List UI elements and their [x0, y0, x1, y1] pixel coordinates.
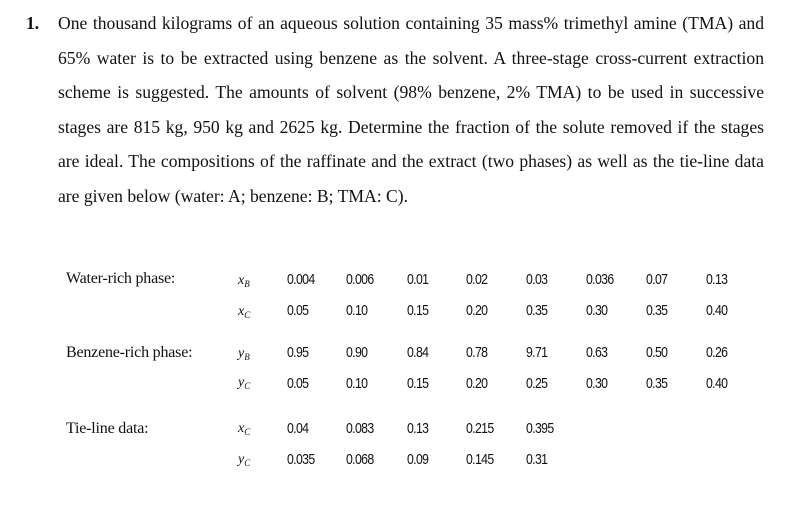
- benzene-rich-yb-value: 9.71: [526, 344, 548, 361]
- problem-statement: One thousand kilograms of an aqueous solution containing 35 mass% trimethyl amine (TMA) and 65% water is to be extracted using benzene as the solvent. A three-stage cross-current extraction scheme is suggested. The amounts of solvent (98% benzene, 2% TMA) to be used in successive stages are 815 kg, 950 kg and 2625 kg. Determine the fraction of the solute removed if the stages are ideal. The compositions of the raffinate and the extract (two phases) as well as the tie-line data are given below (water: A; benzene: B; TMA: C).: [58, 13, 764, 206]
- benzene-rich-yb-value: 0.26: [706, 344, 728, 361]
- benzene-rich-yb-value: 0.95: [287, 344, 309, 361]
- water-rich-var1: $x_B$: [238, 273, 250, 289]
- tie-line-yc-value: 0.068: [346, 451, 374, 468]
- benzene-rich-var1: $y_B$: [238, 346, 250, 362]
- tie-line-yc-value: 0.31: [526, 451, 548, 468]
- water-rich-var2: $x_C$: [238, 304, 251, 320]
- water-rich-xc-value: 0.20: [466, 302, 488, 319]
- benzene-rich-yb-value: 0.90: [346, 344, 368, 361]
- benzene-rich-yc-value: 0.05: [287, 375, 309, 392]
- water-rich-xc-value: 0.35: [526, 302, 548, 319]
- water-rich-xb-value: 0.006: [346, 271, 374, 288]
- benzene-rich-yb-value: 0.84: [407, 344, 429, 361]
- tie-line-yc-value: 0.035: [287, 451, 315, 468]
- benzene-rich-yc-value: 0.30: [586, 375, 608, 392]
- water-rich-xb-value: 0.004: [287, 271, 315, 288]
- benzene-rich-yc-value: 0.40: [706, 375, 728, 392]
- tie-line-yc-value: 0.145: [466, 451, 494, 468]
- water-rich-xc-value: 0.35: [646, 302, 668, 319]
- benzene-rich-var2: $y_C$: [238, 375, 251, 391]
- tie-line-xc-value: 0.083: [346, 420, 374, 437]
- benzene-rich-yc-value: 0.25: [526, 375, 548, 392]
- tie-line-xc-value: 0.215: [466, 420, 494, 437]
- tie-line-data-label: Tie-line data:: [66, 420, 149, 437]
- tie-line-xc-value: 0.395: [526, 420, 554, 437]
- tie-line-var2: $y_C$: [238, 452, 251, 468]
- benzene-rich-yc-value: 0.15: [407, 375, 429, 392]
- water-rich-xb-value: 0.036: [586, 271, 614, 288]
- water-rich-xc-value: 0.15: [407, 302, 429, 319]
- benzene-rich-phase-label: Benzene-rich phase:: [66, 344, 193, 361]
- benzene-rich-yc-value: 0.10: [346, 375, 368, 392]
- water-rich-xb-value: 0.03: [526, 271, 548, 288]
- tie-line-yc-value: 0.09: [407, 451, 429, 468]
- tie-line-var1: $x_C$: [238, 421, 251, 437]
- benzene-rich-yb-value: 0.50: [646, 344, 668, 361]
- benzene-rich-yb-value: 0.63: [586, 344, 608, 361]
- water-rich-xc-value: 0.40: [706, 302, 728, 319]
- water-rich-xb-value: 0.07: [646, 271, 668, 288]
- water-rich-xb-value: 0.13: [706, 271, 728, 288]
- water-rich-xc-value: 0.10: [346, 302, 368, 319]
- benzene-rich-yc-value: 0.35: [646, 375, 668, 392]
- water-rich-xb-value: 0.01: [407, 271, 429, 288]
- tie-line-xc-value: 0.04: [287, 420, 309, 437]
- problem-number: 1.: [26, 13, 40, 33]
- water-rich-xc-value: 0.30: [586, 302, 608, 319]
- tie-line-xc-value: 0.13: [407, 420, 429, 437]
- benzene-rich-yb-value: 0.78: [466, 344, 488, 361]
- water-rich-phase-label: Water-rich phase:: [66, 270, 176, 287]
- water-rich-xc-value: 0.05: [287, 302, 309, 319]
- water-rich-xb-value: 0.02: [466, 271, 488, 288]
- benzene-rich-yc-value: 0.20: [466, 375, 488, 392]
